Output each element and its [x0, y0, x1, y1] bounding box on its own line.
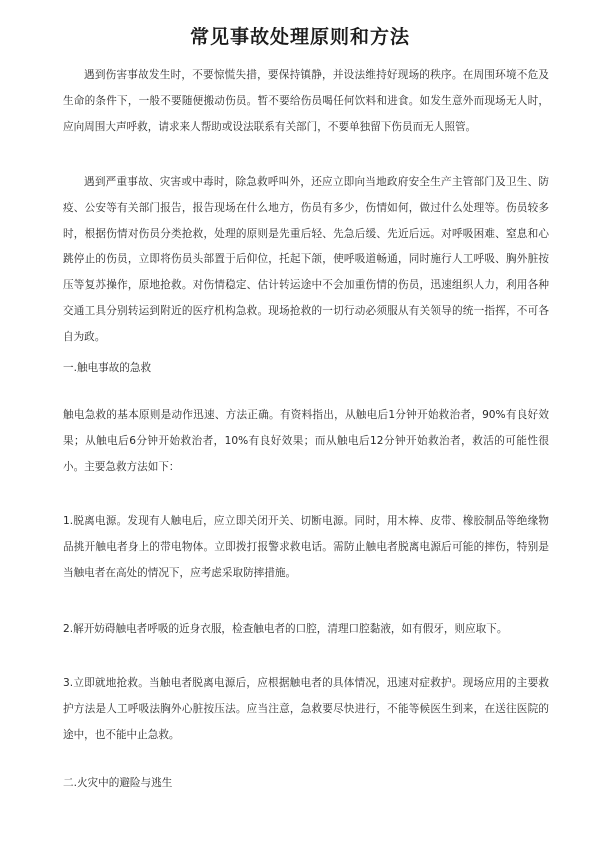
- paragraph-electric-basic: 触电急救的基本原则是动作迅速、方法正确。有资料指出，从触电后1分钟开始救治者，90%有良好效果；从触电后6分钟开始救治者，10%有良好效果；而从触电后12分钟开始救治者，救活的可能性很小。主要急救方法如下：: [63, 409, 549, 473]
- paragraph-step-2: 2.解开妨碍触电者呼吸的近身衣服，检查触电者的口腔，清理口腔黏液，如有假牙，则应取下。: [63, 623, 508, 635]
- paragraph-intro: 遇到伤害事故发生时，不要惊慌失措，要保持镇静，并设法维持好现场的秩序。在周围环境不危及生命的条件下，一般不要随便搬动伤员。暂不要给伤员喝任何饮料和进食。如发生意外而现场无人时，应向周围大声呼救，请求来人帮助或设法联系有关部门，不要单独留下伤员而无人照管。: [63, 69, 549, 133]
- section-heading-fire-escape: 二.火灾中的避险与逃生: [63, 777, 173, 789]
- paragraph-serious-accident: 遇到严重事故、灾害或中毒时，除急救呼叫外，还应立即向当地政府安全生产主管部门及卫生、防疫、公安等有关部门报告，报告现场在什么地方，伤员有多少，伤情如何，做过什么处理等。伤员较多时，根据伤情对伤员分类抢救，处理的原则是先重后轻、先急后缓、先近后远。对呼吸困难、窒息和心跳停止的伤员，立即将伤员头部置于后仰位，托起下颌，使呼吸道畅通，同时施行人工呼吸、胸外脏按压等复苏操作，原地抢救。对伤情稳定、估计转运途中不会加重伤情的伤员，迅速组织人力，利用各种交通工具分别转运到附近的医疗机构急救。现场抢救的一切行动必须服从有关领导的统一指挥，不可各自为政。: [63, 176, 549, 343]
- page-title: 常见事故处理原则和方法: [189, 26, 410, 48]
- paragraph-step-3: 3.立即就地抢救。当触电者脱离电源后，应根据触电者的具体情况，迅速对症救护。现场应用的主要救护方法是人工呼吸法胸外心脏按压法。应当注意，急救要尽快进行，不能等候医生到来，在送往医院的途中，也不能中止急救。: [63, 677, 549, 741]
- section-heading-electric-shock: 一.触电事故的急救: [63, 362, 152, 374]
- paragraph-step-1: 1.脱离电源。发现有人触电后，应立即关闭开关、切断电源。同时，用木棒、皮带、橡胶制品等绝缘物品挑开触电者身上的带电物体。立即拨打报警求救电话。需防止触电者脱离电源后可能的摔伤，特别是当触电者在高处的情况下，应考虑采取防摔措施。: [63, 515, 549, 579]
